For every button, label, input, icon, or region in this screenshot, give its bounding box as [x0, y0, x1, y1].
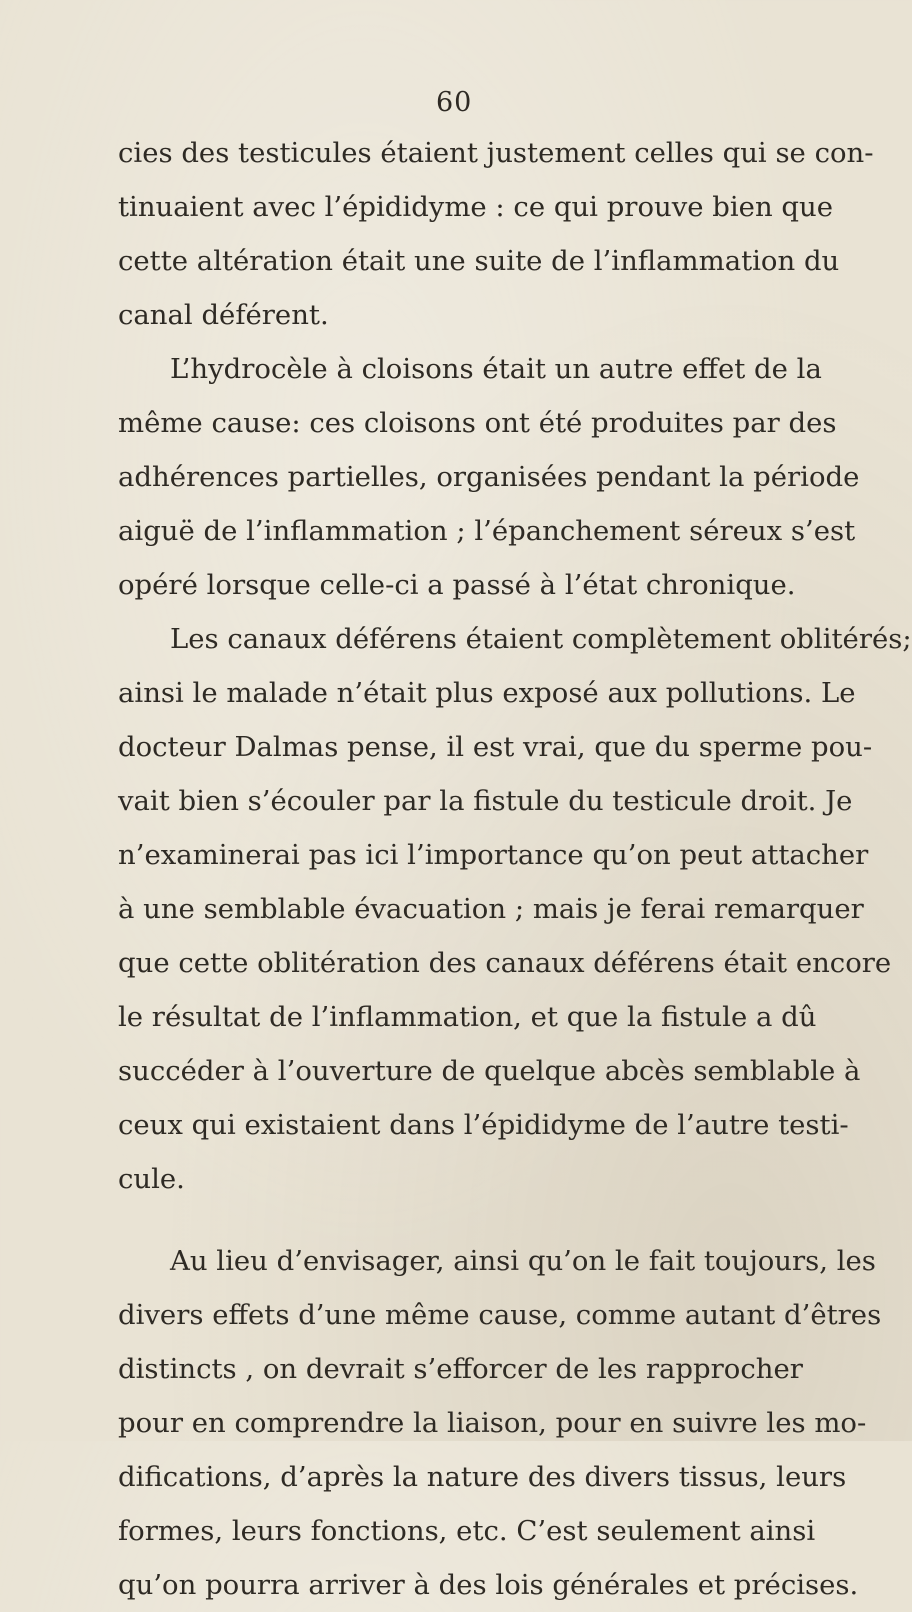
page-number: 60 [436, 87, 473, 118]
text-line: distincts , on devrait s’efforcer de les rapprocher [118, 1353, 803, 1385]
paragraph-4 [118, 1234, 882, 1612]
text-line: pour en comprendre la liaison, pour en suivre les mo- [118, 1407, 867, 1439]
text-line: Les canaux déférens étaient complètement oblitérés; [170, 623, 912, 655]
text-line: même cause: ces cloisons ont été produites par des [118, 407, 837, 439]
text-line: n’examinerai pas ici l’importance qu’on peut attacher [118, 839, 869, 871]
text-line: ainsi le malade n’était plus exposé aux pollutions. Le [118, 677, 856, 709]
text-line: difications, d’après la nature des divers tissus, leurs [118, 1461, 847, 1493]
paragraph-3 [118, 612, 912, 1206]
text-line: adhérences partielles, organisées pendant la période [118, 461, 860, 493]
text-line: L’hydrocèle à cloisons était un autre effet de la [170, 353, 822, 385]
paragraph-2 [118, 342, 860, 612]
text-line: ceux qui existaient dans l’épididyme de l’autre testi- [118, 1109, 849, 1141]
text-line: succéder à l’ouverture de quelque abcès semblable à [118, 1055, 861, 1087]
body-text [118, 126, 912, 1612]
text-line: le résultat de l’inflammation, et que la fistule a dû [118, 1001, 817, 1033]
text-line: vait bien s’écouler par la fistule du testicule droit. Je [118, 785, 853, 817]
text-line: qu’on pourra arriver à des lois générales et précises. [118, 1569, 859, 1601]
paragraph-gap [118, 1206, 768, 1234]
text-line: canal déférent. [118, 299, 329, 331]
text-line: docteur Dalmas pense, il est vrai, que du sperme pou- [118, 731, 873, 763]
text-line: divers effets d’une même cause, comme autant d’êtres [118, 1299, 882, 1331]
text-line: cule. [118, 1163, 185, 1195]
paragraph-1 [118, 126, 874, 342]
text-line: cies des testicules étaient justement celles qui se con- [118, 137, 874, 169]
text-line: Au lieu d’envisager, ainsi qu’on le fait toujours, les [170, 1245, 876, 1277]
text-line: tinuaient avec l’épididyme : ce qui prouve bien que [118, 191, 833, 223]
text-line: formes, leurs fonctions, etc. C’est seulement ainsi [118, 1515, 816, 1547]
text-line: que cette oblitération des canaux déférens était encore [118, 947, 892, 979]
text-line: opéré lorsque celle-ci a passé à l’état chronique. [118, 569, 796, 601]
text-line: aiguë de l’inflammation ; l’épanchement séreux s’est [118, 515, 856, 547]
text-line: cette altération était une suite de l’inflammation du [118, 245, 840, 277]
text-line: à une semblable évacuation ; mais je ferai remarquer [118, 893, 864, 925]
